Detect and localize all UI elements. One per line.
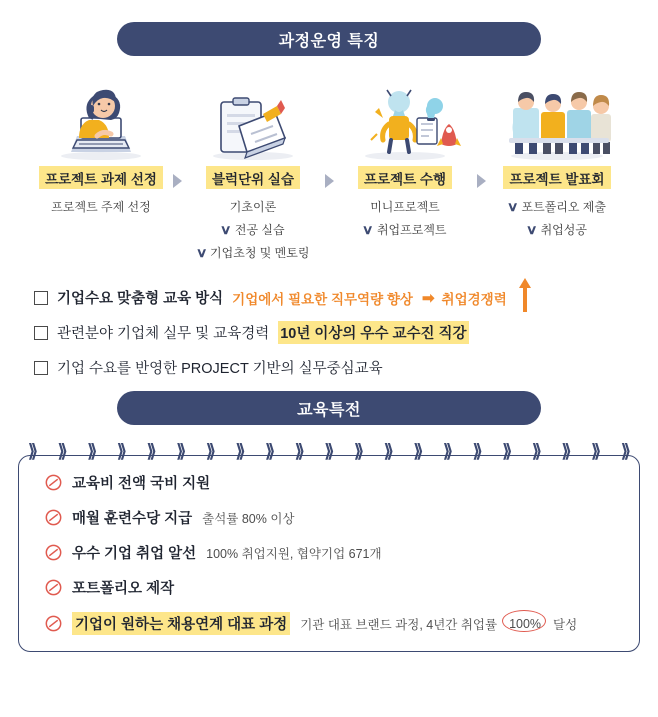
check-icon: ∨ bbox=[506, 198, 519, 214]
zigzag-decoration: ⟫ ⟫ ⟫ ⟫ ⟫ ⟫ ⟫ ⟫ ⟫ ⟫ ⟫ ⟫ ⟫ ⟫ ⟫ ⟫ ⟫ ⟫ ⟫ ⟫ ⟫ bbox=[28, 441, 630, 461]
checkbox-icon bbox=[34, 326, 48, 340]
benefits-card bbox=[18, 455, 640, 652]
process-step-2-caption-text: 기초이론 bbox=[229, 200, 277, 214]
feature-bullets bbox=[0, 287, 658, 378]
benefits-card-wrap bbox=[18, 441, 640, 652]
check-icon: ∨ bbox=[220, 221, 233, 237]
process-step-4-line-1-text: 포트폴리오 제출 bbox=[521, 200, 606, 214]
section-header-benefits-label: 교육특전 bbox=[297, 401, 361, 419]
benefit-item-3-main: 우수 기업 취업 알선 bbox=[72, 546, 197, 562]
section-header-benefits bbox=[117, 391, 541, 425]
process-step-1-caption-text: 프로젝트 주제 선정 bbox=[51, 200, 151, 214]
right-arrow-icon: ➡ bbox=[421, 289, 433, 307]
benefit-item-3 bbox=[45, 542, 613, 563]
team-presentation-icon bbox=[493, 78, 621, 162]
process-steps bbox=[0, 78, 658, 261]
process-step-2-caption bbox=[230, 198, 276, 215]
feature-bullet-2-highlight: 10년 이상의 우수 교수진 직강 bbox=[278, 321, 468, 344]
feature-bullet-2 bbox=[34, 321, 624, 344]
check-icon: ∨ bbox=[195, 244, 208, 260]
check-circle-icon bbox=[45, 544, 62, 561]
check-circle-icon bbox=[45, 579, 62, 596]
check-circle-icon bbox=[45, 474, 62, 491]
benefit-item-5 bbox=[45, 612, 613, 635]
process-step-2-lines bbox=[197, 198, 310, 261]
process-step-2-line-2-text: 기업초청 및 멘토링 bbox=[210, 246, 310, 260]
checkbox-icon bbox=[34, 361, 48, 375]
process-step-4 bbox=[491, 78, 623, 238]
process-step-2-line-2 bbox=[197, 244, 310, 261]
benefit-item-1 bbox=[45, 472, 613, 493]
step-arrow-icon-3 bbox=[471, 78, 491, 188]
process-step-2-line-1-text: 전공 실습 bbox=[234, 223, 285, 237]
process-step-3-lines bbox=[363, 198, 446, 238]
benefit-item-4 bbox=[45, 577, 613, 598]
check-circle-icon bbox=[45, 615, 62, 632]
benefit-item-4-main: 포트폴리오 제작 bbox=[72, 581, 175, 597]
check-icon: ∨ bbox=[525, 221, 538, 237]
process-step-2-line-1 bbox=[221, 221, 284, 238]
benefit-item-5-circle bbox=[507, 615, 543, 633]
process-step-1-lines bbox=[51, 198, 150, 215]
feature-bullet-1-mid: 기업에서 필요한 직무역량 향상 bbox=[232, 291, 413, 307]
check-icon: ∨ bbox=[362, 221, 375, 237]
process-step-1-title: 프로젝트 과제 선정 bbox=[39, 166, 163, 189]
process-step-3 bbox=[339, 78, 471, 238]
feature-bullet-3-prefix: 기업 수요를 반영한 PROJECT 기반의 실무중심교육 bbox=[57, 361, 383, 377]
feature-bullet-1-prefix: 기업수요 맞춤형 교육 방식 bbox=[57, 291, 224, 307]
process-step-4-line-1 bbox=[508, 198, 606, 215]
person-at-laptop-icon bbox=[37, 78, 165, 162]
feature-bullet-3 bbox=[34, 357, 624, 378]
feature-bullet-1 bbox=[34, 287, 624, 308]
benefit-item-5-sub-tail: 달성 bbox=[553, 617, 578, 632]
process-step-3-line-1 bbox=[363, 221, 446, 238]
process-step-4-lines bbox=[508, 198, 606, 238]
circle-highlight-icon bbox=[502, 610, 546, 632]
benefit-item-3-sub: 100% 취업지원, 협약기업 671개 bbox=[206, 546, 382, 561]
feature-bullet-2-prefix: 관련분야 기업체 실무 및 교육경력 bbox=[57, 326, 270, 342]
process-step-3-caption-text: 미니프로젝트 bbox=[370, 200, 440, 214]
up-arrow-icon bbox=[519, 278, 531, 312]
process-step-4-line-2-text: 취업성공 bbox=[540, 223, 587, 237]
clipboard-notebook-icon bbox=[189, 78, 317, 162]
step-arrow-icon-1 bbox=[167, 78, 187, 188]
process-step-3-line-1-text: 취업프로젝트 bbox=[376, 223, 447, 237]
section-header-process bbox=[117, 22, 541, 56]
benefit-item-2-sub: 출석률 80% 이상 bbox=[202, 511, 295, 526]
process-step-1 bbox=[35, 78, 167, 215]
benefit-item-5-main: 기업이 원하는 채용연계 대표 과정 bbox=[72, 612, 290, 635]
benefit-item-5-sub: 기관 대표 브랜드 과정, 4년간 취업률 bbox=[300, 617, 498, 632]
benefit-item-2-main: 매월 훈련수당 지급 bbox=[72, 511, 193, 527]
benefit-item-2 bbox=[45, 507, 613, 528]
benefit-item-1-main: 교육비 전액 국비 지원 bbox=[72, 476, 211, 492]
checkbox-icon bbox=[34, 291, 48, 305]
process-step-4-line-2 bbox=[527, 221, 587, 238]
process-step-2-title: 블럭단위 실습 bbox=[206, 166, 300, 189]
process-step-4-title: 프로젝트 발표회 bbox=[503, 166, 610, 189]
benefit-item-5-circle-text: 100% bbox=[509, 616, 542, 631]
process-step-3-caption bbox=[370, 198, 440, 215]
step-arrow-icon-2 bbox=[319, 78, 339, 188]
section-header-process-label: 과정운영 특징 bbox=[278, 32, 380, 50]
process-step-1-caption bbox=[51, 198, 150, 215]
process-step-2 bbox=[187, 78, 319, 261]
feature-bullet-1-suffix: 취업경쟁력 bbox=[441, 291, 507, 307]
process-step-3-title: 프로젝트 수행 bbox=[358, 166, 452, 189]
check-circle-icon bbox=[45, 509, 62, 526]
person-idea-rocket-icon bbox=[341, 78, 469, 162]
